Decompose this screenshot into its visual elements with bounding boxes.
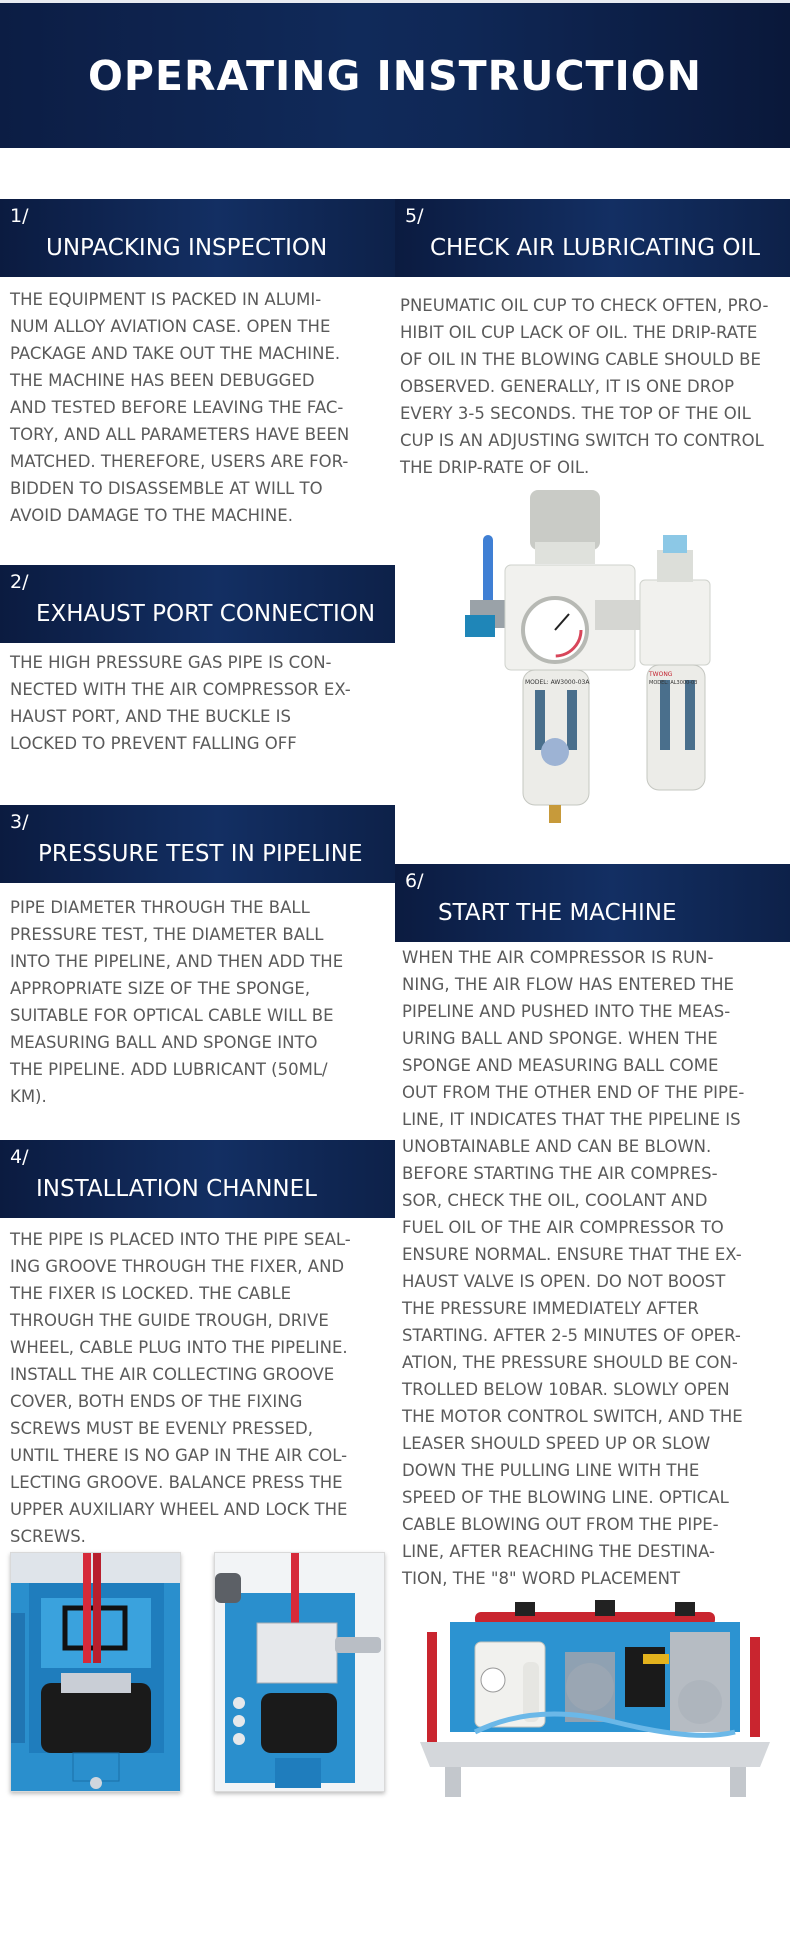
section-4-body: THE PIPE IS PLACED INTO THE PIPE SEAL- ING GROOVE THROUGH THE FIXER, AND THE FIXER IS LOCKED. THE CABLE THROUGH THE GUIDE TROUGH, DRIVE WHEEL, CABLE PLUG INTO THE PIPELINE. INSTALL THE AIR COLLECTING GROOVE COVER, BOTH ENDS OF THE FIXING SCREWS MUST BE EVENLY PRESSED, UNTIL THERE IS NO GAP IN THE AIR COL- LECTING GROOVE. BALANCE PRESS THE UPPER AUXILIARY WHEEL AND LOCK THE SCREWS. [10,1230,351,1546]
section-5-body: PNEUMATIC OIL CUP TO CHECK OFTEN, PRO- HIBIT OIL CUP LACK OF OIL. THE DRIP-RATE OF OIL IN THE BLOWING CABLE SHOULD BE OBSERVED. GENERALLY, IT IS ONE DROP EVERY 3-5 SECONDS. THE TOP OF THE OIL CUP IS AN ADJUSTING SWITCH TO CONTROL THE DRIP-RATE OF OIL. [400,296,769,477]
section-3-body: PIPE DIAMETER THROUGH THE BALL PRESSURE TEST, THE DIAMETER BALL INTO THE PIPELINE, AND THEN ADD THE APPROPRIATE SIZE OF THE SPONGE, SUITABLE FOR OPTICAL CABLE WILL BE MEASURING BALL AND SPONGE INTO THE PIPELINE. ADD LUBRICANT (50ML/ KM). [10,898,344,1106]
section-2-title: EXHAUST PORT CONNECTION [36,601,376,627]
section-6-body: WHEN THE AIR COMPRESSOR IS RUN- NING, THE AIR FLOW HAS ENTERED THE PIPELINE AND PUSHED INTO THE MEAS- URING BALL AND SPONGE. WHEN THE SPONGE AND MEASURING BALL COME OUT FROM THE OTHER END OF THE PIPE- LINE, IT INDICATES THAT THE PIPELINE IS UNOBTAINABLE AND CAN BE BLOWN. BEFORE STARTING THE AIR COMPRES- SOR, CHECK THE OIL, COOLANT AND FUEL OIL OF THE AIR COMPRESSOR TO ENSURE NORMAL. ENSURE THAT THE EX- HAUST VALVE IS OPEN. DO NOT BOOST THE PRESSURE IMMEDIATELY AFTER STARTING. AFTER 2-5 MINUTES OF OPER- ATION, THE PRESSURE SHOULD BE CON- TROLLED BELOW 10BAR. SLOWLY OPEN THE MOTOR CONTROL SWITCH, AND THE LEASER SHOULD SPEED UP OR SLOW DOWN THE PULLING LINE WITH THE SPEED OF THE BLOWING LINE. OPTICAL CABLE BLOWING OUT FROM THE PIPE- LINE, AFTER REACHING THE DESTINA- TION, THE "8" WORD PLACEMENT [402,948,745,1588]
section-1-number: 1/ [10,205,29,227]
section-4-title: INSTALLATION CHANNEL [36,1176,317,1202]
section-6-number: 6/ [405,870,424,892]
section-6-header [395,864,790,942]
section-5-title: CHECK AIR LUBRICATING OIL [430,235,761,261]
section-1-title: UNPACKING INSPECTION [46,235,328,261]
section-6-title: START THE MACHINE [438,900,677,926]
fixer-photo-1 [10,1552,181,1792]
lubricator-model-right: MODEL: AL3000-03 [649,680,698,686]
page-title: OPERATING INSTRUCTION [88,51,702,100]
section-2-number: 2/ [10,571,29,593]
section-3-title: PRESSURE TEST IN PIPELINE [38,841,363,867]
fixer-photo-2 [214,1552,385,1792]
section-5-number: 5/ [405,205,424,227]
section-4-header [0,1140,395,1218]
lubricator-brand: TWONG [649,671,673,678]
section-5-header [395,199,790,277]
section-2-header [0,565,395,643]
section-4-number: 4/ [10,1146,29,1168]
section-1-header [0,199,395,277]
section-1-body: THE EQUIPMENT IS PACKED IN ALUMI- NUM ALLOY AVIATION CASE. OPEN THE PACKAGE AND TAKE OUT THE MACHINE. THE MACHINE HAS BEEN DEBUGGED AND TESTED BEFORE LEAVING THE FAC- TORY, AND ALL PARAMETERS HAVE BEEN MATCHED. THEREFORE, USERS ARE FOR- BIDDEN TO DISASSEMBLE AT WILL TO AVOID DAMAGE TO THE MACHINE. [10,290,350,525]
section-3-header [0,805,395,883]
lubricator-model-left: MODEL: AW3000-03A [525,679,590,686]
section-2-body: THE HIGH PRESSURE GAS PIPE IS CON- NECTED WITH THE AIR COMPRESSOR EX- HAUST PORT, AND THE BUCKLE IS LOCKED TO PREVENT FALLING OFF [10,653,351,753]
cable-blowing-machine-image [415,1592,775,1802]
air-lubricator-image [465,490,720,825]
section-3-number: 3/ [10,811,29,833]
header-banner [0,3,790,148]
